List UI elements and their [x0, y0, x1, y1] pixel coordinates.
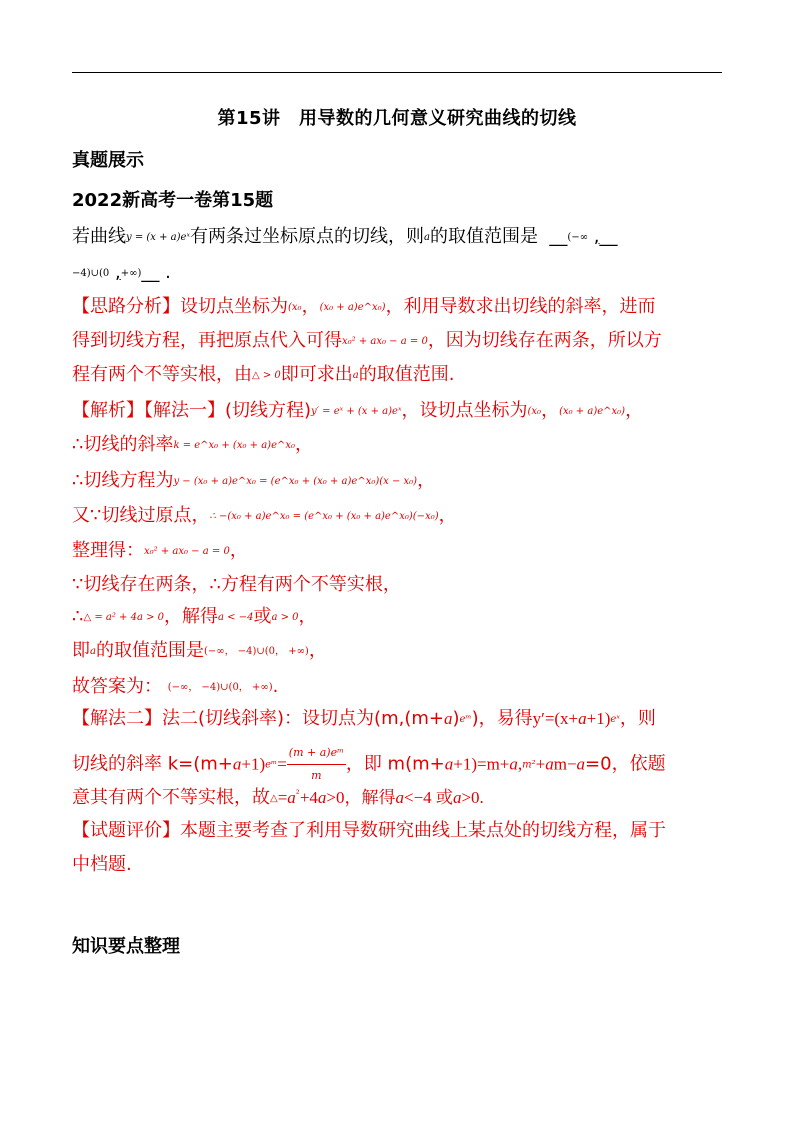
solution1-line-1: 【解析】【解法一】(切线方程)y′ = eˣ + (x + a)eˣ，设切点坐标为(x₀，(x₀ + a)e^x₀)， — [72, 400, 644, 421]
analysis-line-1: 【思路分析】设切点坐标为(x₀，(x₀ + a)e^x₀)，利用导数求出切线的斜率，进而 — [72, 296, 656, 317]
solution1-simplify: 整理得：x₀² + ax₀ − a = 0， — [72, 540, 248, 561]
analysis-line-3: 程有两个不等实根，由△ > 0即可求出a的取值范围. — [72, 364, 455, 385]
evaluation-line-1: 【试题评价】本题主要考查了利用导数研究曲线上某点处的切线方程，属于 — [72, 820, 666, 841]
answer-part-1: (−∞ — [567, 232, 589, 243]
evaluation-line-2: 中档题. — [72, 854, 132, 875]
solution1-tangent: ∴切线方程为y − (x₀ + a)e^x₀ = (e^x₀ + (x₀ + a)e^x₀)(x − x₀)， — [72, 470, 436, 491]
section-real-exam: 真题展示 — [72, 150, 144, 171]
question-line-1: 若曲线y = (x + a)eˣ有两条过坐标原点的切线，则a的取值范围是 __(−∞ ,__ — [72, 226, 618, 247]
solution1-two-roots: ∵切线存在两条，∴方程有两个不等实根， — [72, 574, 401, 595]
solution1-answer: 故答案为： (−∞， −4)∪(0， +∞). — [72, 676, 279, 697]
analysis-label: 【思路分析】 — [72, 296, 180, 317]
evaluation-label: 【试题评价】 — [72, 820, 180, 841]
answer-part-2: −4)∪(0 — [72, 268, 110, 279]
section-knowledge: 知识要点整理 — [72, 936, 180, 957]
solution2-label: 【解法二】法二(切线斜率)：设切点为(m,(m+ — [72, 708, 444, 729]
solution1-slope: ∴切线的斜率k = e^x₀ + (x₀ + a)e^x₀， — [72, 434, 314, 455]
answer-part-3: +∞) — [120, 268, 142, 279]
solution2-line-1: 【解法二】法二(切线斜率)：设切点为(m,(m+a)eᵐ)，易得y′=(x+a+1)eˣ，则 — [72, 708, 656, 729]
slope-fraction: $\frac{\text{(m + a)eᵐ}}{m}$ — [287, 742, 346, 787]
question-line-2: −4)∪(0 ,+∞)__ . — [72, 262, 171, 283]
solution1-origin: 又∵切线过原点，∴ −(x₀ + a)e^x₀ = (e^x₀ + (x₀ + a)e^x₀)(−x₀)， — [72, 505, 457, 526]
top-rule — [72, 72, 722, 73]
curve-formula: y = (x + a)eˣ — [126, 232, 190, 243]
solution2-line-3: 意其有两个不等实根，故$\triangle=a^{^2}+4a>0$，解得a<−4 或a>0. — [72, 787, 484, 808]
page-title: 第15讲 用导数的几何意义研究曲线的切线 — [217, 108, 577, 129]
analysis-line-2: 得到切线方程，再把原点代入可得x₀² + ax₀ − a = 0，因为切线存在两条，所以方 — [72, 330, 662, 351]
exam-source: 2022新高考一卷第15题 — [72, 190, 274, 211]
solution1-delta: ∴△ = a² + 4a > 0，解得a < −4或a > 0， — [72, 606, 317, 627]
solution2-line-2: 切线的斜率 k=(m+a+1)eᵐ= $\frac{\text{(m + a)eᵐ}}{m}$ ，即 m(m+a+1)=m+a,m²+am−a=0，依题 — [72, 742, 732, 787]
solution1-range: 即a的取值范围是(−∞， −4)∪(0， +∞)， — [72, 640, 327, 661]
solution1-label: 【解析】【解法一】(切线方程) — [72, 400, 312, 421]
